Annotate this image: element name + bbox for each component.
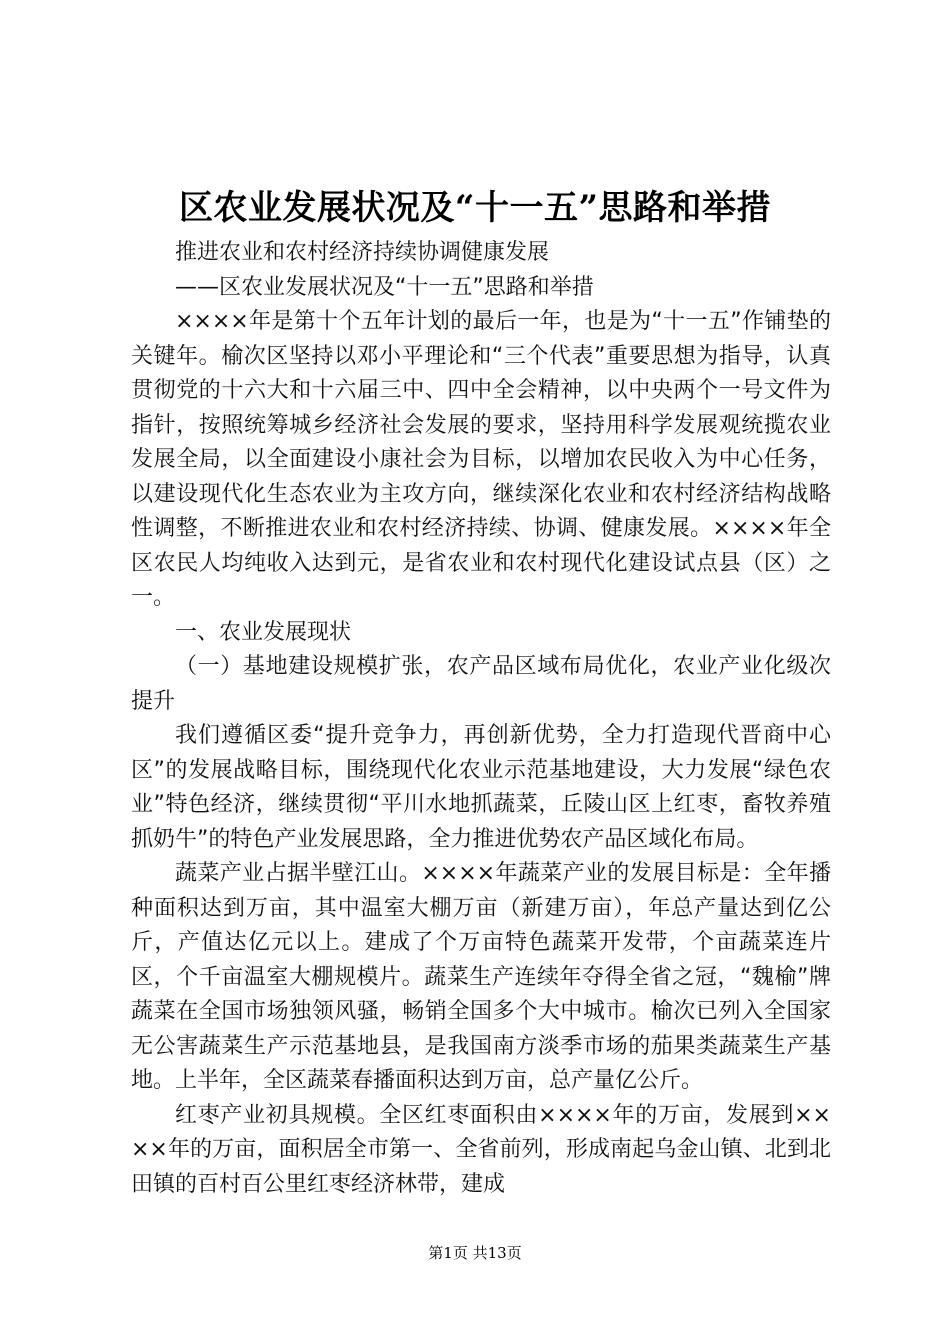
document-title: 区农业发展状况及“十一五”思路和举措	[178, 188, 772, 228]
subtitle: 推进农业和农村经济持续协调健康发展	[175, 240, 550, 265]
page-footer: 第1页 共13页	[428, 1244, 522, 1262]
subtitle-2: ——区农业发展状况及“十一五”思路和举措	[175, 274, 594, 300]
paragraph-intro: ××××年是第十个五年计划的最后一年，也是为“十一五”作铺垫的关键年。榆次区坚持以邓小平理论和“三个代表”重要思想为指导，认真贯彻党的十六大和十六届三中、四中全会精神，以中央两个一号文件为指针，按照统筹城乡经济社会发展的要求，坚持用科学发展观统揽农业发展全局，以全面建设小康社会为目标，以增加农民收入为中心任务，以建设现代化生态农业为主攻方向，继续深化农业和农村经济结构战略性调整，不断推进农业和农村经济持续、协调、健康发展。××××年全区农民人均纯收入达到元，是省农业和农村现代化建设试点县（区）之一。	[131, 309, 831, 610]
section-heading: 一、农业发展现状	[175, 619, 352, 645]
document-body	[131, 236, 831, 1202]
paragraph-vegetables: 蔬菜产业占据半壁江山。××××年蔬菜产业的发展目标是：全年播种面积达到万亩，其中温室大棚万亩（新建万亩），年总产量达到亿公斤，产值达亿元以上。建成了个万亩特色蔬菜开发带，个亩蔬菜连片区，个千亩温室大棚规模片。蔬菜生产连续年夺得全省之冠，“魏榆”牌蔬菜在全国市场独领风骚，畅销全国多个大中城市。榆次已列入全国家无公害蔬菜生产示范基地县，是我国南方淡季市场的茄果类蔬菜生产基地。上半年，全区蔬菜春播面积达到万亩，总产量亿公斤。	[131, 861, 831, 1093]
paragraph-jujube: 红枣产业初具规模。全区红枣面积由××××年的万亩，发展到××××年的万亩，面积居全市第一、全省前列，形成南起乌金山镇、北到北田镇的百村百公里红枣经济林带，建成	[131, 1102, 831, 1197]
paragraph-strategy: 我们遵循区委“提升竞争力，再创新优势，全力打造现代晋商中心区”的发展战略目标，围绕现代化农业示范基地建设，大力发展“绿色农业”特色经济，继续贯彻“平川水地抓蔬菜，丘陵山区上红枣，畜牧养殖抓奶牛”的特色产业发展思路，全力推进优势农产品区域化布局。	[131, 723, 831, 852]
subsection-heading: （一）基地建设规模扩张，农产品区域布局优化，农业产业化级次提升	[131, 654, 831, 714]
